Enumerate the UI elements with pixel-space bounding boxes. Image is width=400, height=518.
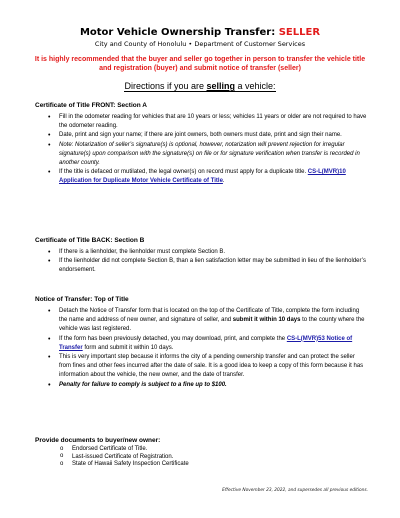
section-a-list — [48, 113, 368, 187]
directions-prefix: Directions if you are — [124, 81, 207, 91]
directions-heading — [0, 81, 400, 92]
notice-download-text: If the form has been previously detached, you may download, print, and complete the — [59, 335, 287, 342]
list-item: • Note: Notarization of seller’s signature(s) is optional, however, notarization will prevent rejection for irregular signature(s) upon comparison with the signature(s) on file or for signature verification when transfer is recorded in another county. — [48, 141, 368, 169]
page-subtitle: City and County of Honolulu • Department of Customer Services — [94, 40, 306, 48]
documents-heading: Provide documents to buyer/new owner: — [35, 437, 161, 444]
documents-list — [60, 446, 360, 469]
list-item — [48, 168, 368, 186]
notice-download-end: form and submit it within 10 days. — [82, 344, 174, 351]
directions-suffix: a vehicle: — [235, 81, 276, 91]
section-b-heading: Certificate of Title BACK: Section B — [35, 237, 145, 244]
list-item — [48, 307, 368, 335]
section-a-heading: Certificate of Title FRONT: Section A — [35, 102, 147, 109]
list-item — [48, 335, 368, 353]
notice-detach-end: to the county where the vehicle was last registered. — [59, 317, 365, 333]
notice-of-transfer-link[interactable]: CS-L(MVR)53 Notice of Transfer — [59, 335, 353, 351]
list-item: o State of Hawaii Safety Inspection Certificate — [60, 461, 360, 469]
notice-deadline: submit it within 10 days — [232, 317, 301, 324]
list-item: • If the lienholder did not complete Section B, than a lien satisfaction letter may be submitted in lieu of the lienholder’s endorsement. — [48, 257, 368, 275]
notice-detach-text: Detach the Notice of Transfer form that is located on the top of the Certificate of Title, complete the form including the name and address of new owner, and signature of seller, and — [59, 308, 360, 324]
directions-emphasis: selling — [206, 81, 236, 91]
list-item: o Endorsed Certificate of Title. — [60, 446, 360, 454]
list-item: • If there is a lienholder, the lienholder must complete Section B. — [48, 248, 368, 257]
section-b-list — [48, 248, 368, 276]
period: . — [222, 178, 225, 185]
notice-heading: Notice of Transfer: Top of Title — [35, 296, 129, 303]
list-item: • Date, print and sign your name; if there are joint owners, both owners must date, print and sign their name. — [48, 131, 368, 140]
list-item: • Penalty for failure to comply is subject to a fine up to $100. — [48, 381, 368, 390]
duplicate-title-text: If the title is defaced or mutilated, the legal owner(s) on record must apply for a duplicate title. — [59, 169, 307, 176]
list-item: o Last-issued Certificate of Registration. — [60, 454, 360, 462]
warning-notice: It is highly recommended that the buyer and seller go together in person to transfer the vehicle title and registration (buyer) and submit notice of transfer (seller) — [34, 56, 366, 72]
title-role: SELLER — [278, 27, 321, 38]
duplicate-title-link[interactable]: CS-L(MVR)10 Application for Duplicate Motor Vehicle Certificate of Title — [59, 169, 346, 185]
list-item: • Fill in the odometer reading for vehicles that are 10 years or less; vehicles 11 years or older are not required to have the odometer reading. — [48, 113, 368, 131]
notice-list — [48, 307, 368, 390]
list-item: • This is very important step because it informs the city of a pending ownership transfer and can protect the seller from fines and other fees incurred after the date of sale. It is a good idea to keep a copy of this form because it has information about the vehicle, the new owner, and the date of transfer. — [48, 353, 368, 381]
page-title — [0, 27, 400, 39]
effective-date-footer: Effective November 23, 2022, and supersedes all previous editions. — [222, 488, 368, 493]
title-text: Motor Vehicle Ownership Transfer: — [79, 27, 276, 38]
